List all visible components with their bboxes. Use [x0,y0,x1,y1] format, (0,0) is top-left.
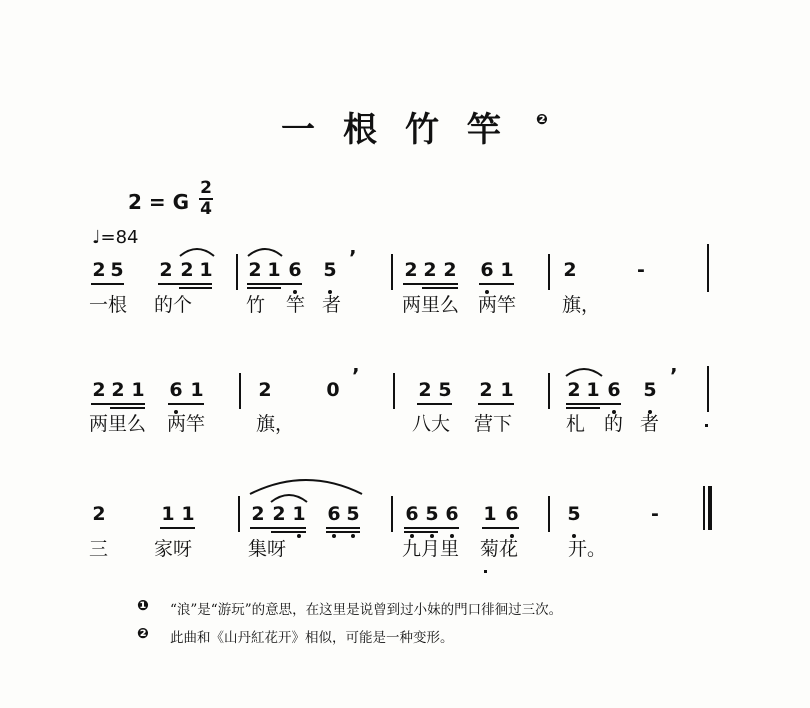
sixteenth-underline [247,287,281,289]
slur [564,364,604,378]
lyric: 竿 [286,294,306,316]
lyric: 一根 [89,294,128,316]
note: 5 [346,503,360,525]
barline [548,254,550,290]
lyric: 者 [640,413,660,435]
note: 2 [563,259,577,281]
note: 2 [159,259,173,281]
breath-mark: ’ [349,246,357,270]
barline [391,496,393,532]
eighth-underline [403,283,458,285]
eighth-underline [482,527,519,529]
lyric: 菊花 [480,538,519,560]
eighth-underline [404,527,459,529]
note: 6 [327,503,341,525]
eighth-underline [417,403,452,405]
note: 1 [199,259,213,281]
lower-octave-dot [332,534,336,538]
lyric: 两里么 [402,294,460,316]
barline [238,496,240,532]
note: 2 [418,379,432,401]
lyric: 九月里 [402,538,460,560]
note: 0 [326,379,340,401]
note: 6 [288,259,302,281]
note: 2 [248,259,262,281]
lyric: 的 [604,413,624,435]
sixteenth-underline [271,531,306,533]
barline [239,373,241,409]
sixteenth-underline [326,531,360,533]
eighth-underline [91,283,124,285]
lyric: 两竿 [478,294,517,316]
ink-speck [705,424,708,427]
barline [548,496,550,532]
eighth-underline [247,283,302,285]
lyric: 开。 [568,538,607,560]
note: 2 [92,379,106,401]
lyric: 旗， [256,413,295,435]
lyric: 三 [89,538,109,560]
page-title: 一根竹竿 [281,110,529,150]
note: 5 [438,379,452,401]
note: 1 [586,379,600,401]
note: 6 [607,379,621,401]
barline [236,254,238,290]
eighth-underline [326,527,360,529]
extension-dash: - [651,503,659,525]
eighth-underline [250,527,306,529]
sixteenth-underline [179,287,212,289]
lyric: 的个 [154,294,193,316]
sixteenth-underline [422,287,458,289]
note: 1 [131,379,145,401]
lyric: 营下 [474,413,513,435]
note: 2 [180,259,194,281]
extension-dash: - [637,259,645,281]
lyric: 竹 [246,294,266,316]
note: 6 [169,379,183,401]
note: 1 [190,379,204,401]
time-signature-top: 2 [200,178,212,198]
breath-mark: ’ [670,364,678,388]
key-signature: 2 = G [128,190,190,214]
lyric: 旗， [562,294,601,316]
sixteenth-underline [566,407,600,409]
barline [707,244,709,292]
note: 2 [479,379,493,401]
barline [707,366,709,412]
note: 1 [181,503,195,525]
lyric: 两里么 [89,413,147,435]
sixteenth-underline [110,407,145,409]
lyric: 者 [322,294,342,316]
note: 6 [405,503,419,525]
final-barline-thin [703,486,705,530]
lyric: 集呀 [248,538,287,560]
lyric: 八大 [412,413,451,435]
eighth-underline [566,403,621,405]
footnote-reference-mark: ❷ [536,112,548,128]
time-signature-bottom: 4 [200,199,212,219]
note: 1 [161,503,175,525]
sixteenth-underline [404,531,438,533]
slur [246,244,284,258]
slur [269,490,309,504]
note: 1 [292,503,306,525]
note: 2 [92,503,106,525]
eighth-underline [160,527,195,529]
final-barline-thick [708,486,712,530]
breath-mark: ’ [352,364,360,388]
note: 2 [404,259,418,281]
slur [178,244,216,258]
note: 5 [110,259,124,281]
note: 2 [443,259,457,281]
note: 5 [643,379,657,401]
barline [548,373,550,409]
eighth-underline [158,283,212,285]
note: 6 [505,503,519,525]
eighth-underline [168,403,204,405]
note: 5 [323,259,337,281]
note: 2 [251,503,265,525]
footnote-2-text: 此曲和《山丹紅花开》相似，可能是一种变形。 [170,630,454,646]
time-signature [199,180,213,218]
eighth-underline [478,403,514,405]
lyric: 两竿 [167,413,206,435]
lyric: 家呀 [154,538,193,560]
lower-octave-dot [297,534,301,538]
note: 2 [423,259,437,281]
note: 5 [567,503,581,525]
note: 1 [500,259,514,281]
note: 2 [272,503,286,525]
footnote-2-mark: ❷ [137,626,149,642]
note: 2 [111,379,125,401]
note: 2 [258,379,272,401]
note: 6 [445,503,459,525]
note: 2 [92,259,106,281]
note: 1 [500,379,514,401]
eighth-underline [91,403,145,405]
note: 1 [483,503,497,525]
barline [391,254,393,290]
lyric: 札 [566,413,586,435]
footnote-1-text: “浪”是“游玩”的意思，在这里是说曾到过小妹的門口徘徊过三次。 [170,602,563,618]
note: 1 [267,259,281,281]
lower-octave-dot [351,534,355,538]
note: 5 [425,503,439,525]
note: 2 [567,379,581,401]
eighth-underline [479,283,514,285]
barline [393,373,395,409]
ink-speck [484,570,487,573]
note: 6 [480,259,494,281]
tempo-marking: ♩=84 [92,227,139,248]
footnote-1-mark: ❶ [137,598,149,614]
